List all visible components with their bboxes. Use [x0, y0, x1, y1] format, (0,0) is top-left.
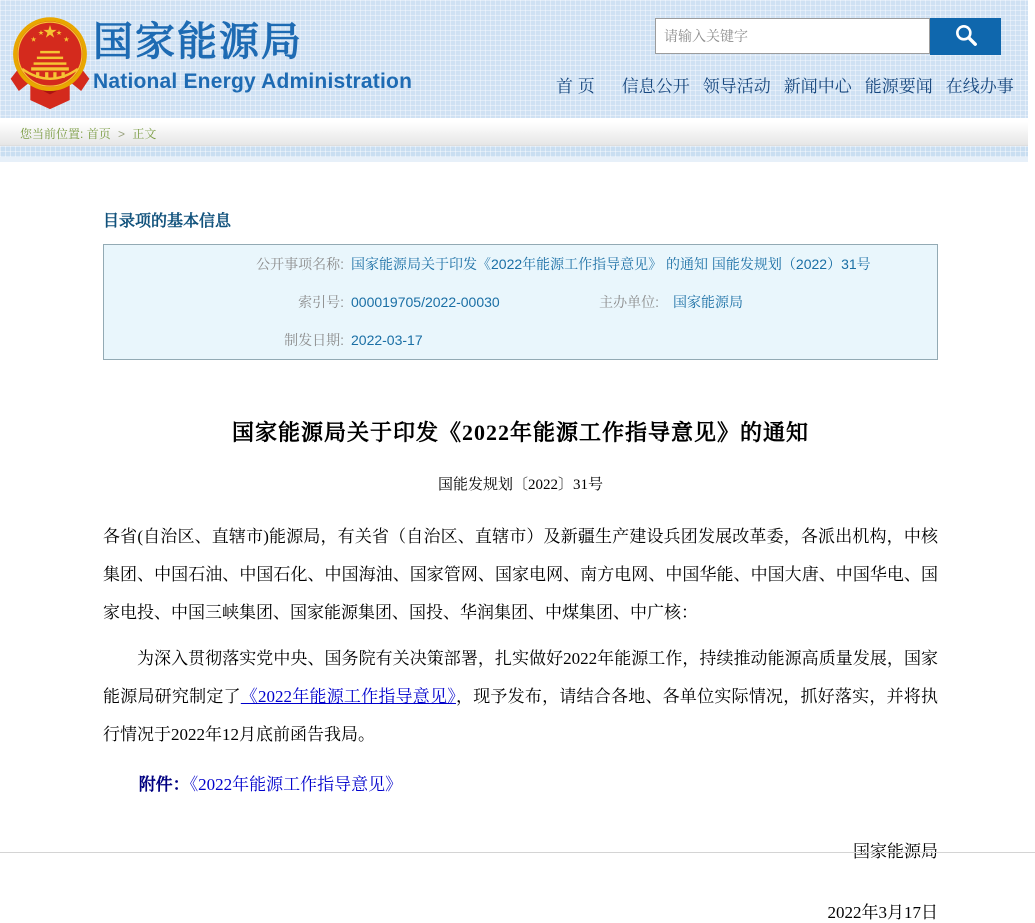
- site-title-block: [93, 20, 412, 94]
- attachment-link[interactable]: 《2022年能源工作指导意见》: [189, 775, 403, 794]
- nav-item-leadership[interactable]: 领导活动: [702, 77, 771, 96]
- nav-item-online-service[interactable]: 在线办事: [945, 77, 1014, 96]
- signature-date: 2022年3月17日: [827, 903, 938, 922]
- table-row: [104, 245, 937, 283]
- main-content: [0, 208, 1035, 923]
- body-text-after-link: ，现予发布，请结合各地、各单位实际情况，抓好落实，并将执行情况于2022年12月底前函告我局。: [103, 687, 939, 744]
- field-value-host-org: 国家能源局: [673, 294, 743, 310]
- attachment-line: [103, 770, 938, 795]
- field-label-issue-date: 制发日期:: [284, 332, 344, 348]
- search-icon: [953, 22, 979, 51]
- field-value-index-number: 000019705/2022-00030: [351, 294, 500, 310]
- field-label-public-item-name: 公开事项名称:: [256, 256, 344, 272]
- nav-item-info-open[interactable]: 信息公开: [621, 77, 690, 96]
- field-value-public-item-name: 国家能源局关于印发《2022年能源工作指导意见》 的通知 国能发规划（2022）31号: [351, 256, 871, 272]
- field-label-index-number: 索引号:: [298, 294, 344, 310]
- attachment-label: 附件：: [138, 775, 190, 794]
- field-label-host-org: 主办单位:: [599, 294, 659, 310]
- catalog-section-title: 目录项的基本信息: [103, 213, 232, 230]
- breadcrumb-current: 正文: [132, 127, 157, 141]
- nav-item-home[interactable]: 首 页: [556, 77, 595, 96]
- divider-strip-light: [0, 157, 1028, 162]
- national-emblem-logo[interactable]: [9, 14, 91, 114]
- divider-strip-blue: [0, 146, 1028, 157]
- site-header: [0, 0, 1028, 118]
- search-bar: [655, 18, 1001, 55]
- national-emblem-icon: [9, 14, 91, 114]
- breadcrumb: [0, 122, 1028, 146]
- catalog-info-table: [103, 244, 938, 360]
- page-bottom-border: [0, 852, 1035, 853]
- nav-item-energy-news[interactable]: 能源要闻: [864, 77, 933, 96]
- search-button[interactable]: [930, 18, 1001, 55]
- field-value-issue-date: 2022-03-17: [351, 332, 423, 348]
- site-subtitle-en: National Energy Administration: [93, 70, 413, 93]
- main-nav: [556, 72, 1016, 97]
- top-bars: [0, 0, 1028, 162]
- document-number: 国能发规划〔2022〕31号: [437, 477, 603, 493]
- document-title: 国家能源局关于印发《2022年能源工作指导意见》的通知: [231, 420, 809, 445]
- table-row: [104, 283, 937, 321]
- guideline-document-link[interactable]: 《2022年能源工作指导意见》: [240, 687, 456, 706]
- breadcrumb-prefix: 您当前位置:: [20, 127, 84, 141]
- breadcrumb-home-link[interactable]: 首页: [86, 127, 111, 141]
- search-input[interactable]: [655, 18, 930, 54]
- body-text-before-link: 为深入贯彻落实党中央、国务院有关决策部署，扎实做好2022年能源工作，持续推动能源高质量发展，国家能源局研究制定了: [103, 649, 938, 706]
- site-title: 国家能源局: [93, 20, 303, 64]
- breadcrumb-separator: >: [118, 127, 126, 141]
- recipients-paragraph: 各省(自治区、直辖市)能源局，有关省（自治区、直辖市）及新疆生产建设兵团发展改革委，各派出机构，中核集团、中国石油、中国石化、中国海油、国家管网、国家电网、南方电网、中国华能、中国大唐、中国华电、国家电投、中国三峡集团、国家能源集团、国投、华润集团、中煤集团、中广核：: [103, 527, 938, 622]
- body-paragraph: [103, 640, 938, 754]
- signature-organization: 国家能源局: [853, 842, 938, 861]
- nav-item-news-center[interactable]: 新闻中心: [783, 77, 852, 96]
- table-row: [104, 321, 937, 359]
